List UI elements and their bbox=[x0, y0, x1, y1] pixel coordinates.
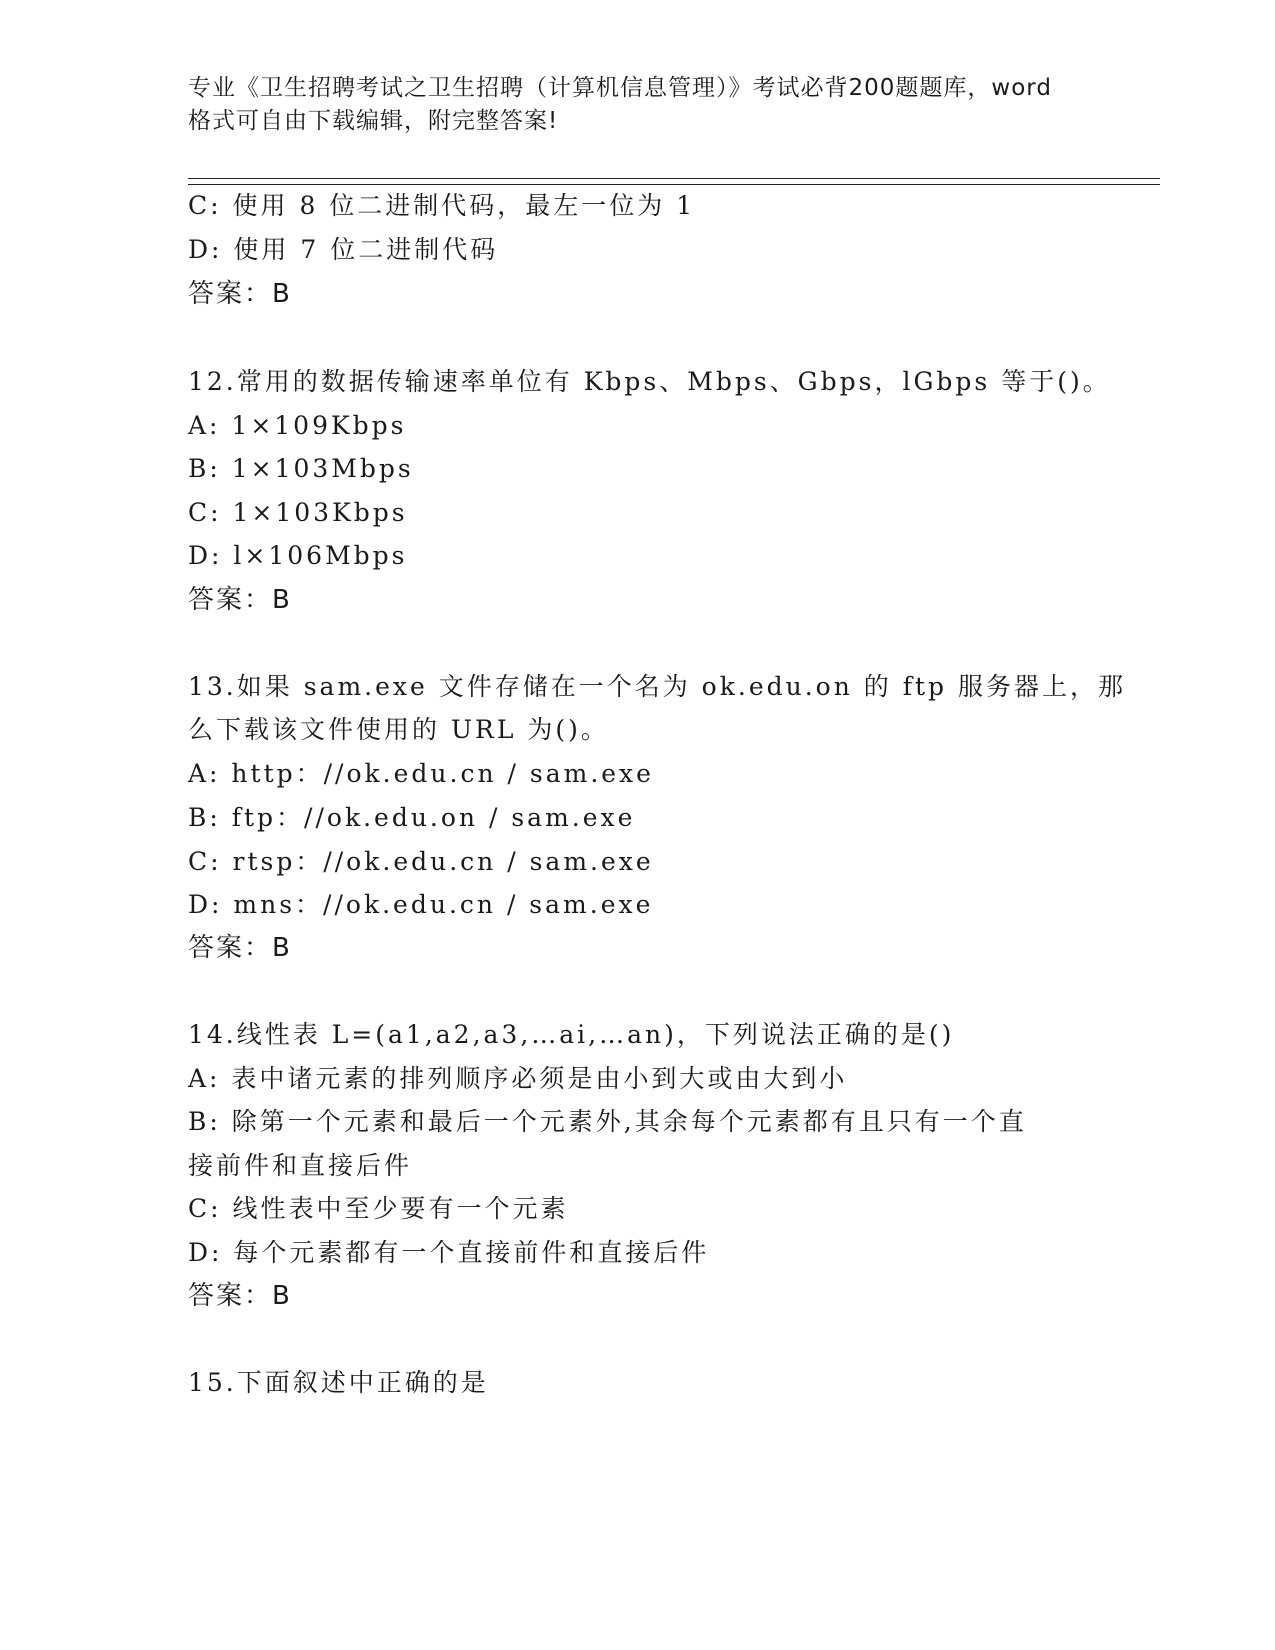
q13-answer: 答案：B bbox=[188, 933, 292, 963]
header-divider-top bbox=[188, 178, 1160, 179]
q13-option-d: D: mns：//ok.edu.cn / sam.exe bbox=[188, 890, 654, 919]
q11-option-c: C: 使用 8 位二进制代码，最左一位为 1 bbox=[188, 191, 696, 220]
q15-stem: 15.下面叙述中正确的是 bbox=[188, 1368, 489, 1397]
q12-stem: 12.常用的数据传输速率单位有 Kbps、Mbps、Gbps，lGbps 等于()。 bbox=[188, 367, 1111, 396]
q14-option-c: C: 线性表中至少要有一个元素 bbox=[188, 1194, 569, 1223]
q13-stem-line-1: 13.如果 sam.exe 文件存储在一个名为 ok.edu.on 的 ftp 服务器上，那 bbox=[188, 672, 1126, 701]
q11-answer: 答案：B bbox=[188, 279, 292, 309]
header-divider-bottom bbox=[188, 184, 1160, 185]
q13-option-a: A: http：//ok.edu.cn / sam.exe bbox=[188, 759, 654, 788]
q12-option-c: C: 1×103Kbps bbox=[188, 498, 408, 527]
q13-option-c: C: rtsp：//ok.edu.cn / sam.exe bbox=[188, 847, 654, 876]
q14-stem: 14.线性表 L=(a1,a2,a3,…ai,…an)，下列说法正确的是() bbox=[188, 1020, 955, 1049]
page-header bbox=[188, 72, 1088, 138]
header-line-1: 专业《卫生招聘考试之卫生招聘（计算机信息管理）》考试必背200题题库，word bbox=[188, 75, 1052, 101]
q11-option-d: D: 使用 7 位二进制代码 bbox=[188, 235, 499, 264]
q12-option-b: B: 1×103Mbps bbox=[188, 454, 414, 483]
q12-answer: 答案：B bbox=[188, 585, 292, 615]
q14-option-b-line-1: B: 除第一个元素和最后一个元素外,其余每个元素都有且只有一个直 bbox=[188, 1107, 1027, 1136]
q14-option-d: D: 每个元素都有一个直接前件和直接后件 bbox=[188, 1238, 710, 1267]
q13-option-b: B: ftp：//ok.edu.on / sam.exe bbox=[188, 803, 636, 832]
q12-option-d: D: l×106Mbps bbox=[188, 541, 408, 570]
q14-answer: 答案：B bbox=[188, 1281, 292, 1311]
q13-stem-line-2: 么下载该文件使用的 URL 为()。 bbox=[188, 715, 609, 744]
q14-option-a: A: 表中诸元素的排列顺序必须是由小到大或由大到小 bbox=[188, 1064, 848, 1093]
header-line-2: 格式可自由下载编辑，附完整答案! bbox=[188, 108, 559, 134]
q14-option-b-line-2: 接前件和直接后件 bbox=[188, 1151, 413, 1180]
q12-option-a: A: 1×109Kbps bbox=[188, 411, 407, 440]
